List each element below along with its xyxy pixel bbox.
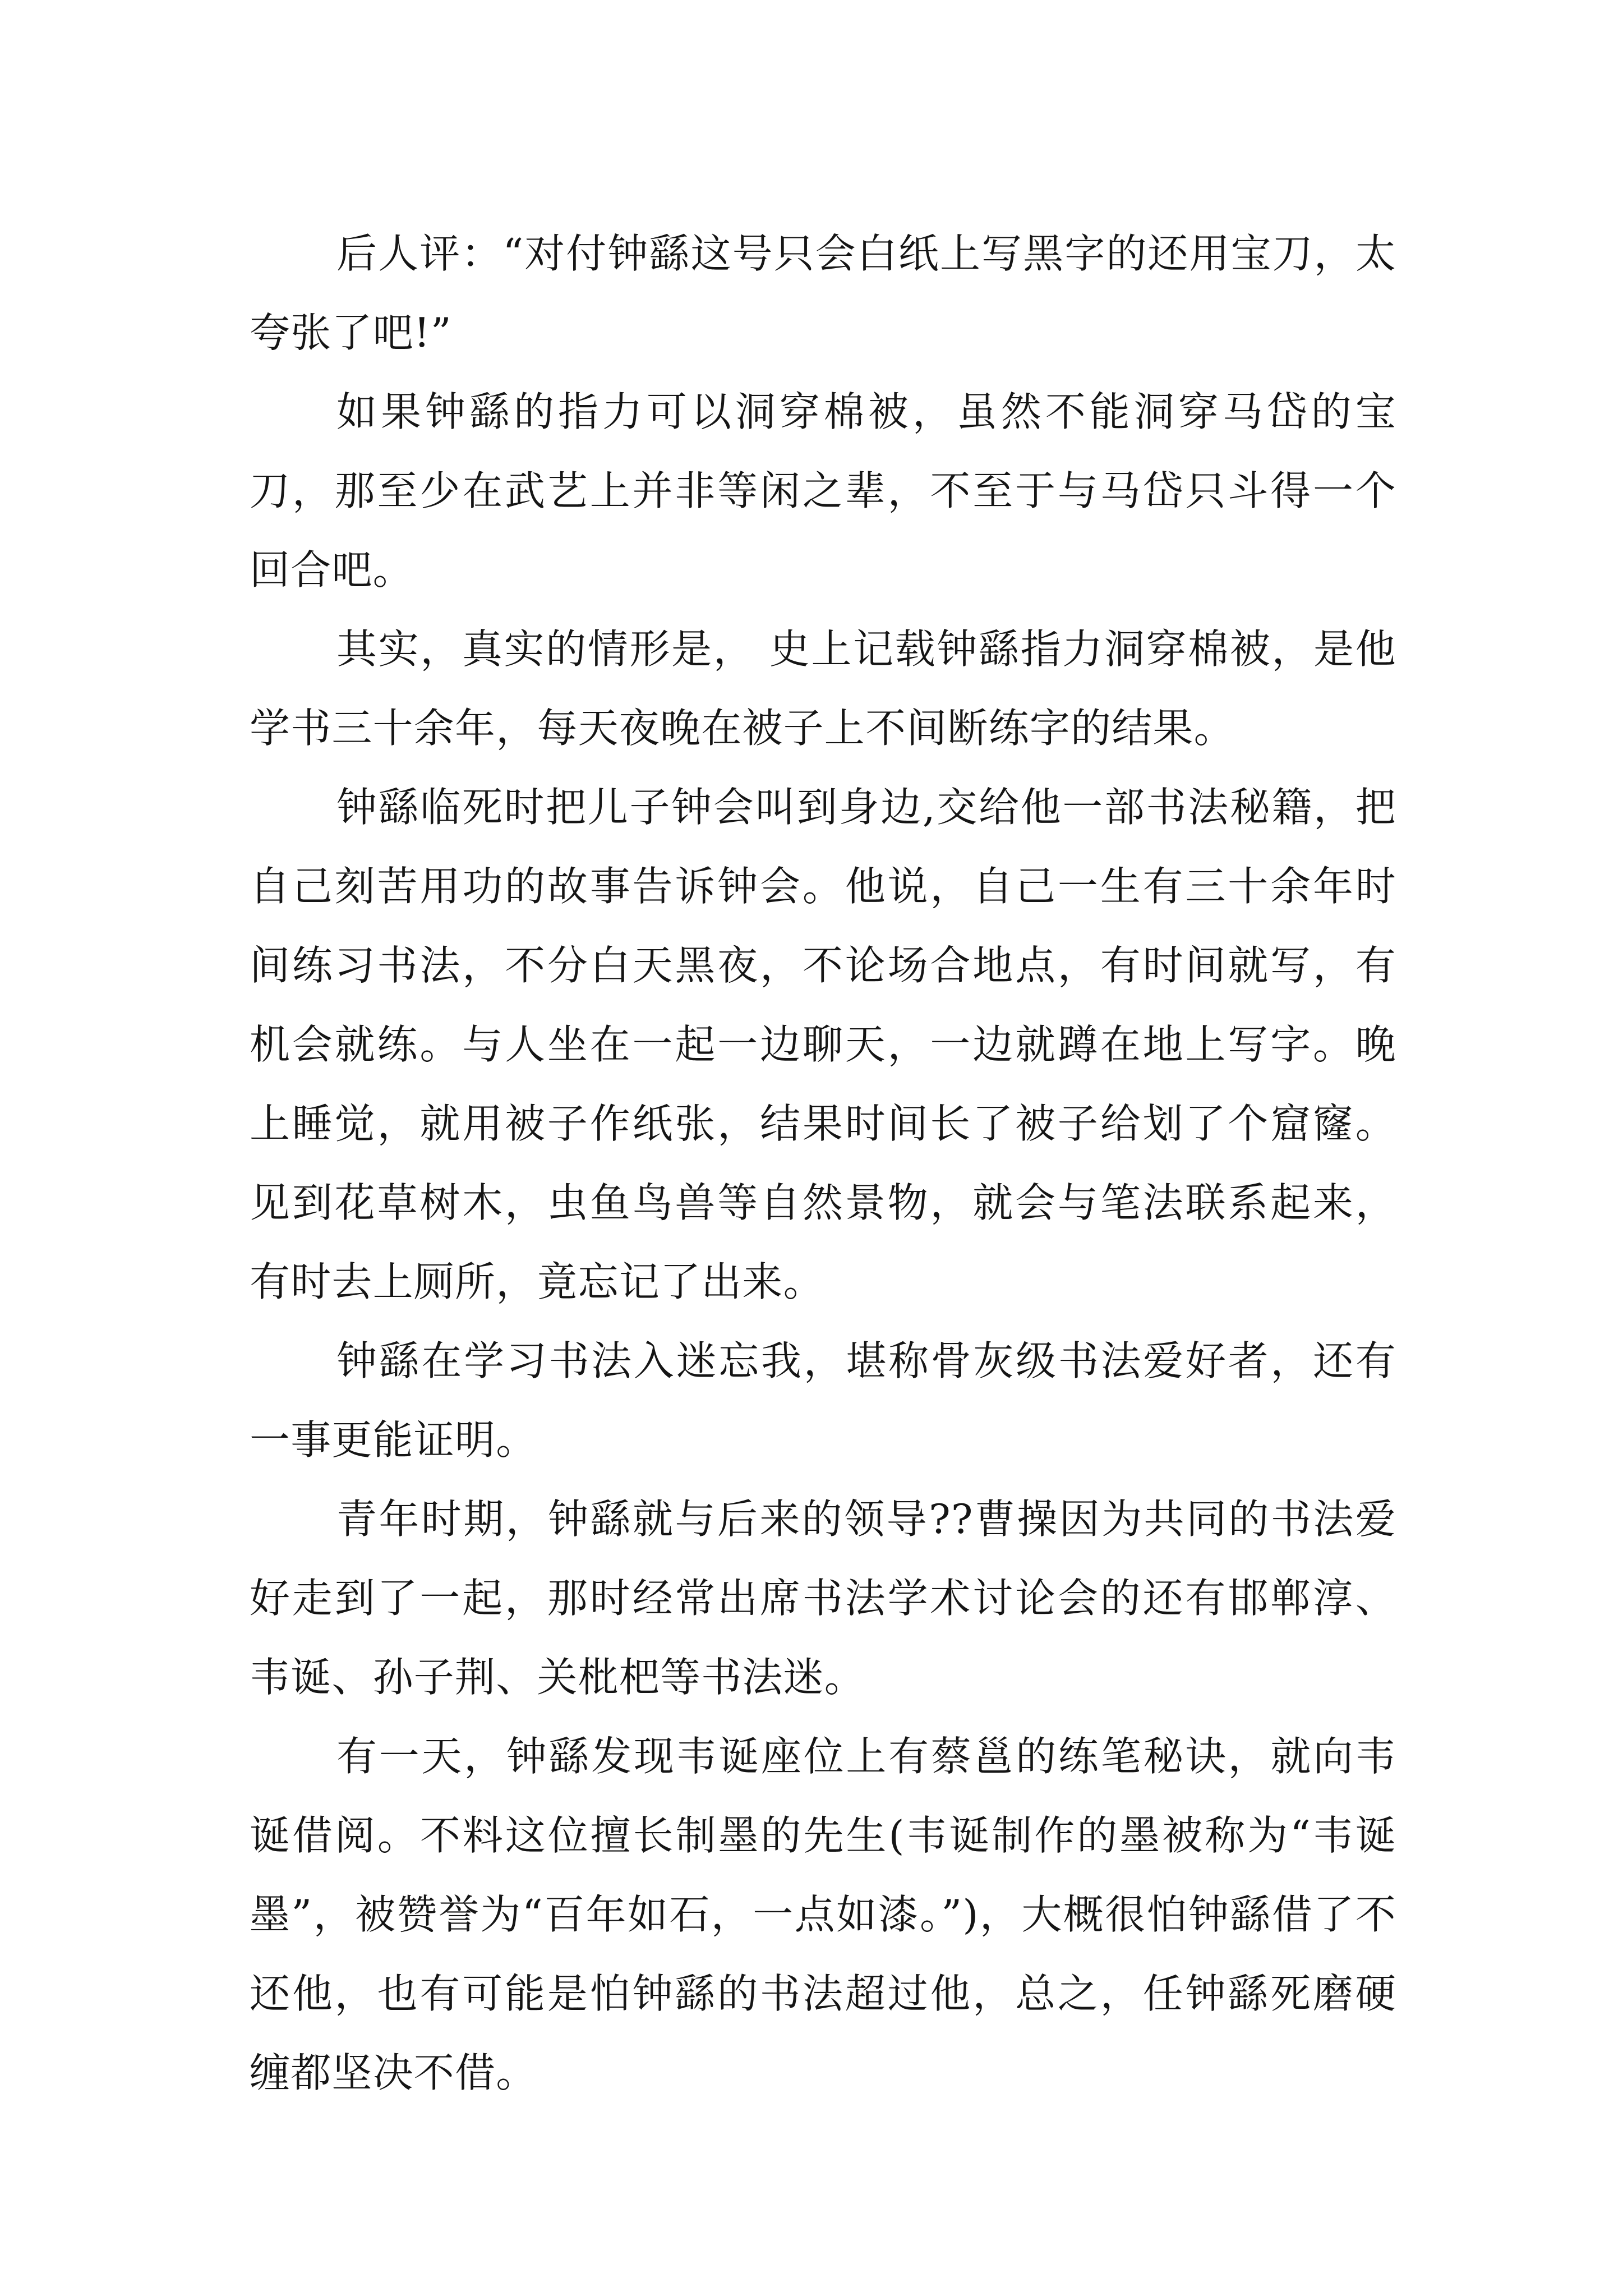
paragraph: 有一天，钟繇发现韦诞座位上有蔡邕的练笔秘诀，就向韦诞借阅。不料这位擅长制墨的先生(韦诞制作的墨被称为“韦诞墨”，被赞誉为“百年如石，一点如漆。”)，大概很怕钟繇借了不还他，也有可能是怕钟繇的书法超过他，总之，任钟繇死磨硬缠都坚决不借。 bbox=[250, 1733, 1396, 2096]
paragraph: 钟繇临死时把儿子钟会叫到身边,交给他一部书法秘籍，把自己刻苦用功的故事告诉钟会。他说，自己一生有三十余年时间练习书法，不分白天黑夜，不论场合地点，有时间就写，有机会就练。与人坐在一起一边聊天，一边就蹲在地上写字。晚上睡觉，就用被子作纸张，结果时间长了被子给划了个窟窿。见到花草树木，虫鱼鸟兽等自然景物，就会与笔法联系起来，有时去上厕所，竟忘记了出来。 bbox=[250, 784, 1396, 1305]
paragraph: 如果钟繇的指力可以洞穿棉被，虽然不能洞穿马岱的宝刀，那至少在武艺上并非等闲之辈，不至于与马岱只斗得一个回合吧。 bbox=[250, 388, 1396, 593]
paragraph: 后人评：“对付钟繇这号只会白纸上写黑字的还用宝刀，太夸张了吧!” bbox=[250, 230, 1396, 356]
document-body bbox=[250, 214, 1396, 2113]
paragraph: 钟繇在学习书法入迷忘我，堪称骨灰级书法爱好者，还有一事更能证明。 bbox=[250, 1337, 1396, 1464]
paragraph: 其实，真实的情形是， 史上记载钟繇指力洞穿棉被，是他学书三十余年，每天夜晚在被子上不间断练字的结果。 bbox=[250, 625, 1396, 752]
paragraph: 青年时期，钟繇就与后来的领导??曹操因为共同的书法爱好走到了一起，那时经常出席书法学术讨论会的还有邯郸淳、韦诞、孙子荆、关枇杷等书法迷。 bbox=[250, 1496, 1396, 1701]
